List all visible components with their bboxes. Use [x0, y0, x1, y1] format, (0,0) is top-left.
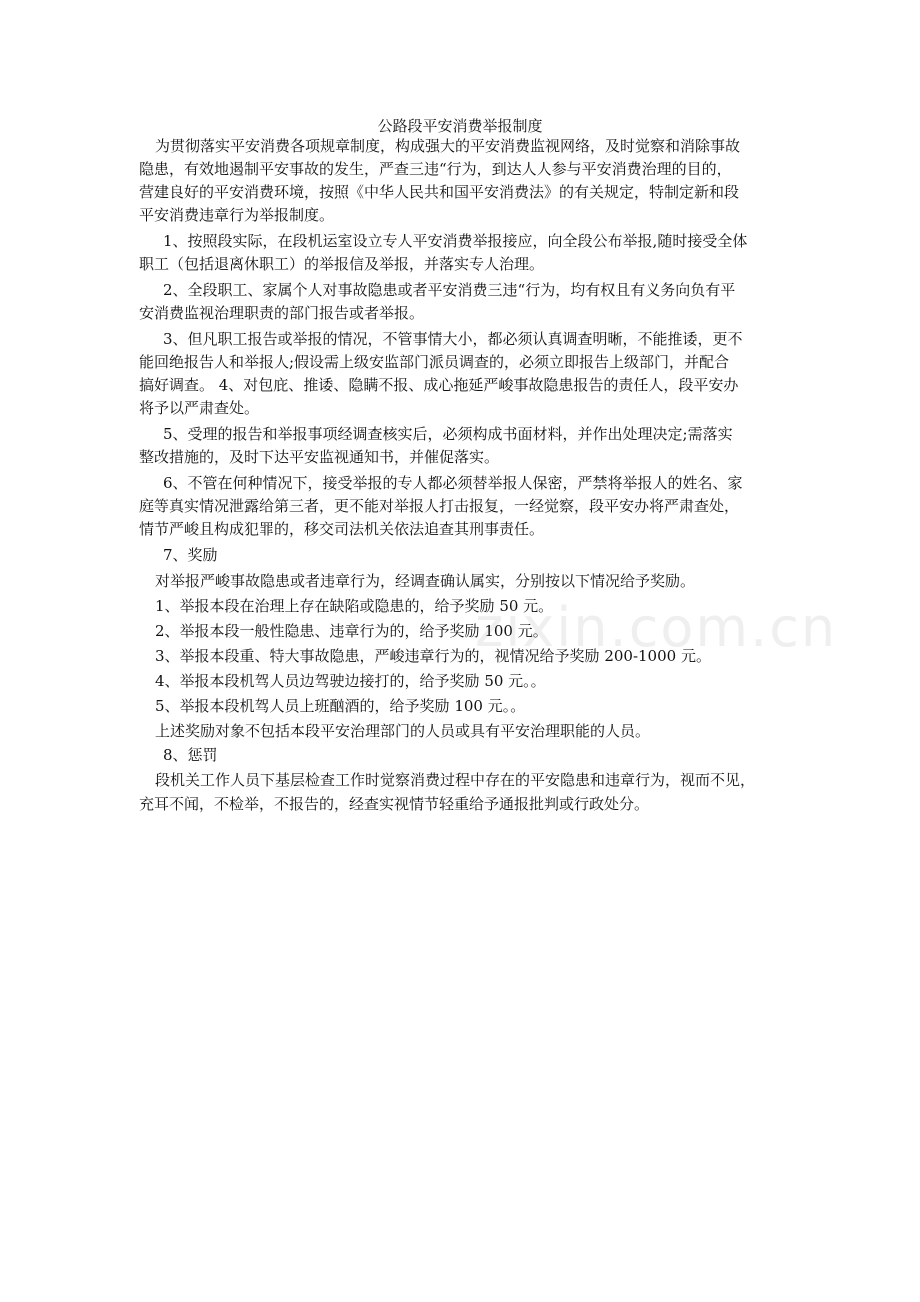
body-line: 将予以严肃查处。	[139, 399, 260, 417]
body-line: 能回绝报告人和举报人;假设需上级安监部门派员调查的，必须立即报告上级部门，并配合	[139, 353, 730, 371]
body-line: 平安消费违章行为举报制度。	[139, 206, 335, 224]
section-heading: 8、惩罚	[163, 746, 218, 764]
list-item: 4、举报本段机驾人员边驾驶边接打的，给予奖励 50 元。。	[155, 672, 546, 690]
body-line: 6、不管在何种情况下，接受举报的专人都必须替举报人保密，严禁将举报人的姓名、家	[163, 474, 743, 492]
body-line: 营建良好的平安消费环境，按照《中华人民共和国平安消费法》的有关规定，特制定新和段	[139, 183, 740, 201]
section-heading: 7、奖励	[163, 546, 218, 564]
body-line: 上述奖励对象不包括本段平安治理部门的人员或具有平安治理职能的人员。	[155, 722, 651, 740]
body-line: 3、但凡职工报告或举报的情况，不管事情大小，都必须认真调查明晰，不能推诿，更不	[163, 330, 743, 348]
body-line: 情节严峻且构成犯罪的，移交司法机关依法追查其刑事责任。	[139, 520, 545, 538]
list-item: 5、举报本段机驾人员上班酗酒的，给予奖励 100 元。。	[155, 697, 526, 715]
body-line: 对举报严峻事故隐患或者违章行为，经调查确认属实，分别按以下情况给予奖励。	[155, 572, 696, 590]
body-line: 1、按照段实际，在段机运室设立专人平安消费举报接应，向全段公布举报,随时接受全体	[163, 232, 748, 250]
document-title: 公路段平安消费举报制度	[377, 117, 543, 135]
body-line: 段机关工作人员下基层检查工作时觉察消费过程中存在的平安隐患和违章行为，视而不见，	[155, 771, 756, 789]
watermark: zixin.com.cn	[475, 596, 838, 659]
body-line: 安消费监视治理职责的部门报告或者举报。	[139, 304, 425, 322]
body-line: 整改措施的，及时下达平安监视通知书，并催促落实。	[139, 448, 500, 466]
list-item: 1、举报本段在治理上存在缺陷或隐患的，给予奖励 50 元。	[155, 597, 554, 615]
body-line: 隐患，有效地遏制平安事故的发生，严查三违“行为，到达人人参与平安消费治理的目的，	[139, 160, 732, 178]
body-line: 搞好调查。 4、对包庇、推诿、隐瞒不报、成心拖延严峻事故隐患报告的责任人，段平安办	[139, 376, 739, 394]
body-line: 庭等真实情况泄露给第三者，更不能对举报人打击报复，一经觉察，段平安办将严肃查处，	[139, 497, 740, 515]
body-line: 为贯彻落实平安消费各项规章制度，构成强大的平安消费监视网络，及时觉察和消除事故	[155, 137, 741, 155]
list-item: 3、举报本段重、特大事故隐患，严峻违章行为的，视情况给予奖励 200-1000 元。	[155, 647, 711, 665]
body-line: 5、受理的报告和举报事项经调查核实后，必须构成书面材料，并作出处理决定;需落实	[163, 425, 733, 443]
body-line: 2、全段职工、家属个人对事故隐患或者平安消费三违“行为，均有权且有义务向负有平	[163, 281, 736, 299]
body-line: 职工（包括退离休职工）的举报信及举报，并落实专人治理。	[139, 255, 545, 273]
body-line: 充耳不闻，不检举，不报告的，经查实视情节轻重给予通报批判或行政处分。	[139, 795, 650, 813]
list-item: 2、举报本段一般性隐患、违章行为的，给予奖励 100 元。	[155, 622, 548, 640]
